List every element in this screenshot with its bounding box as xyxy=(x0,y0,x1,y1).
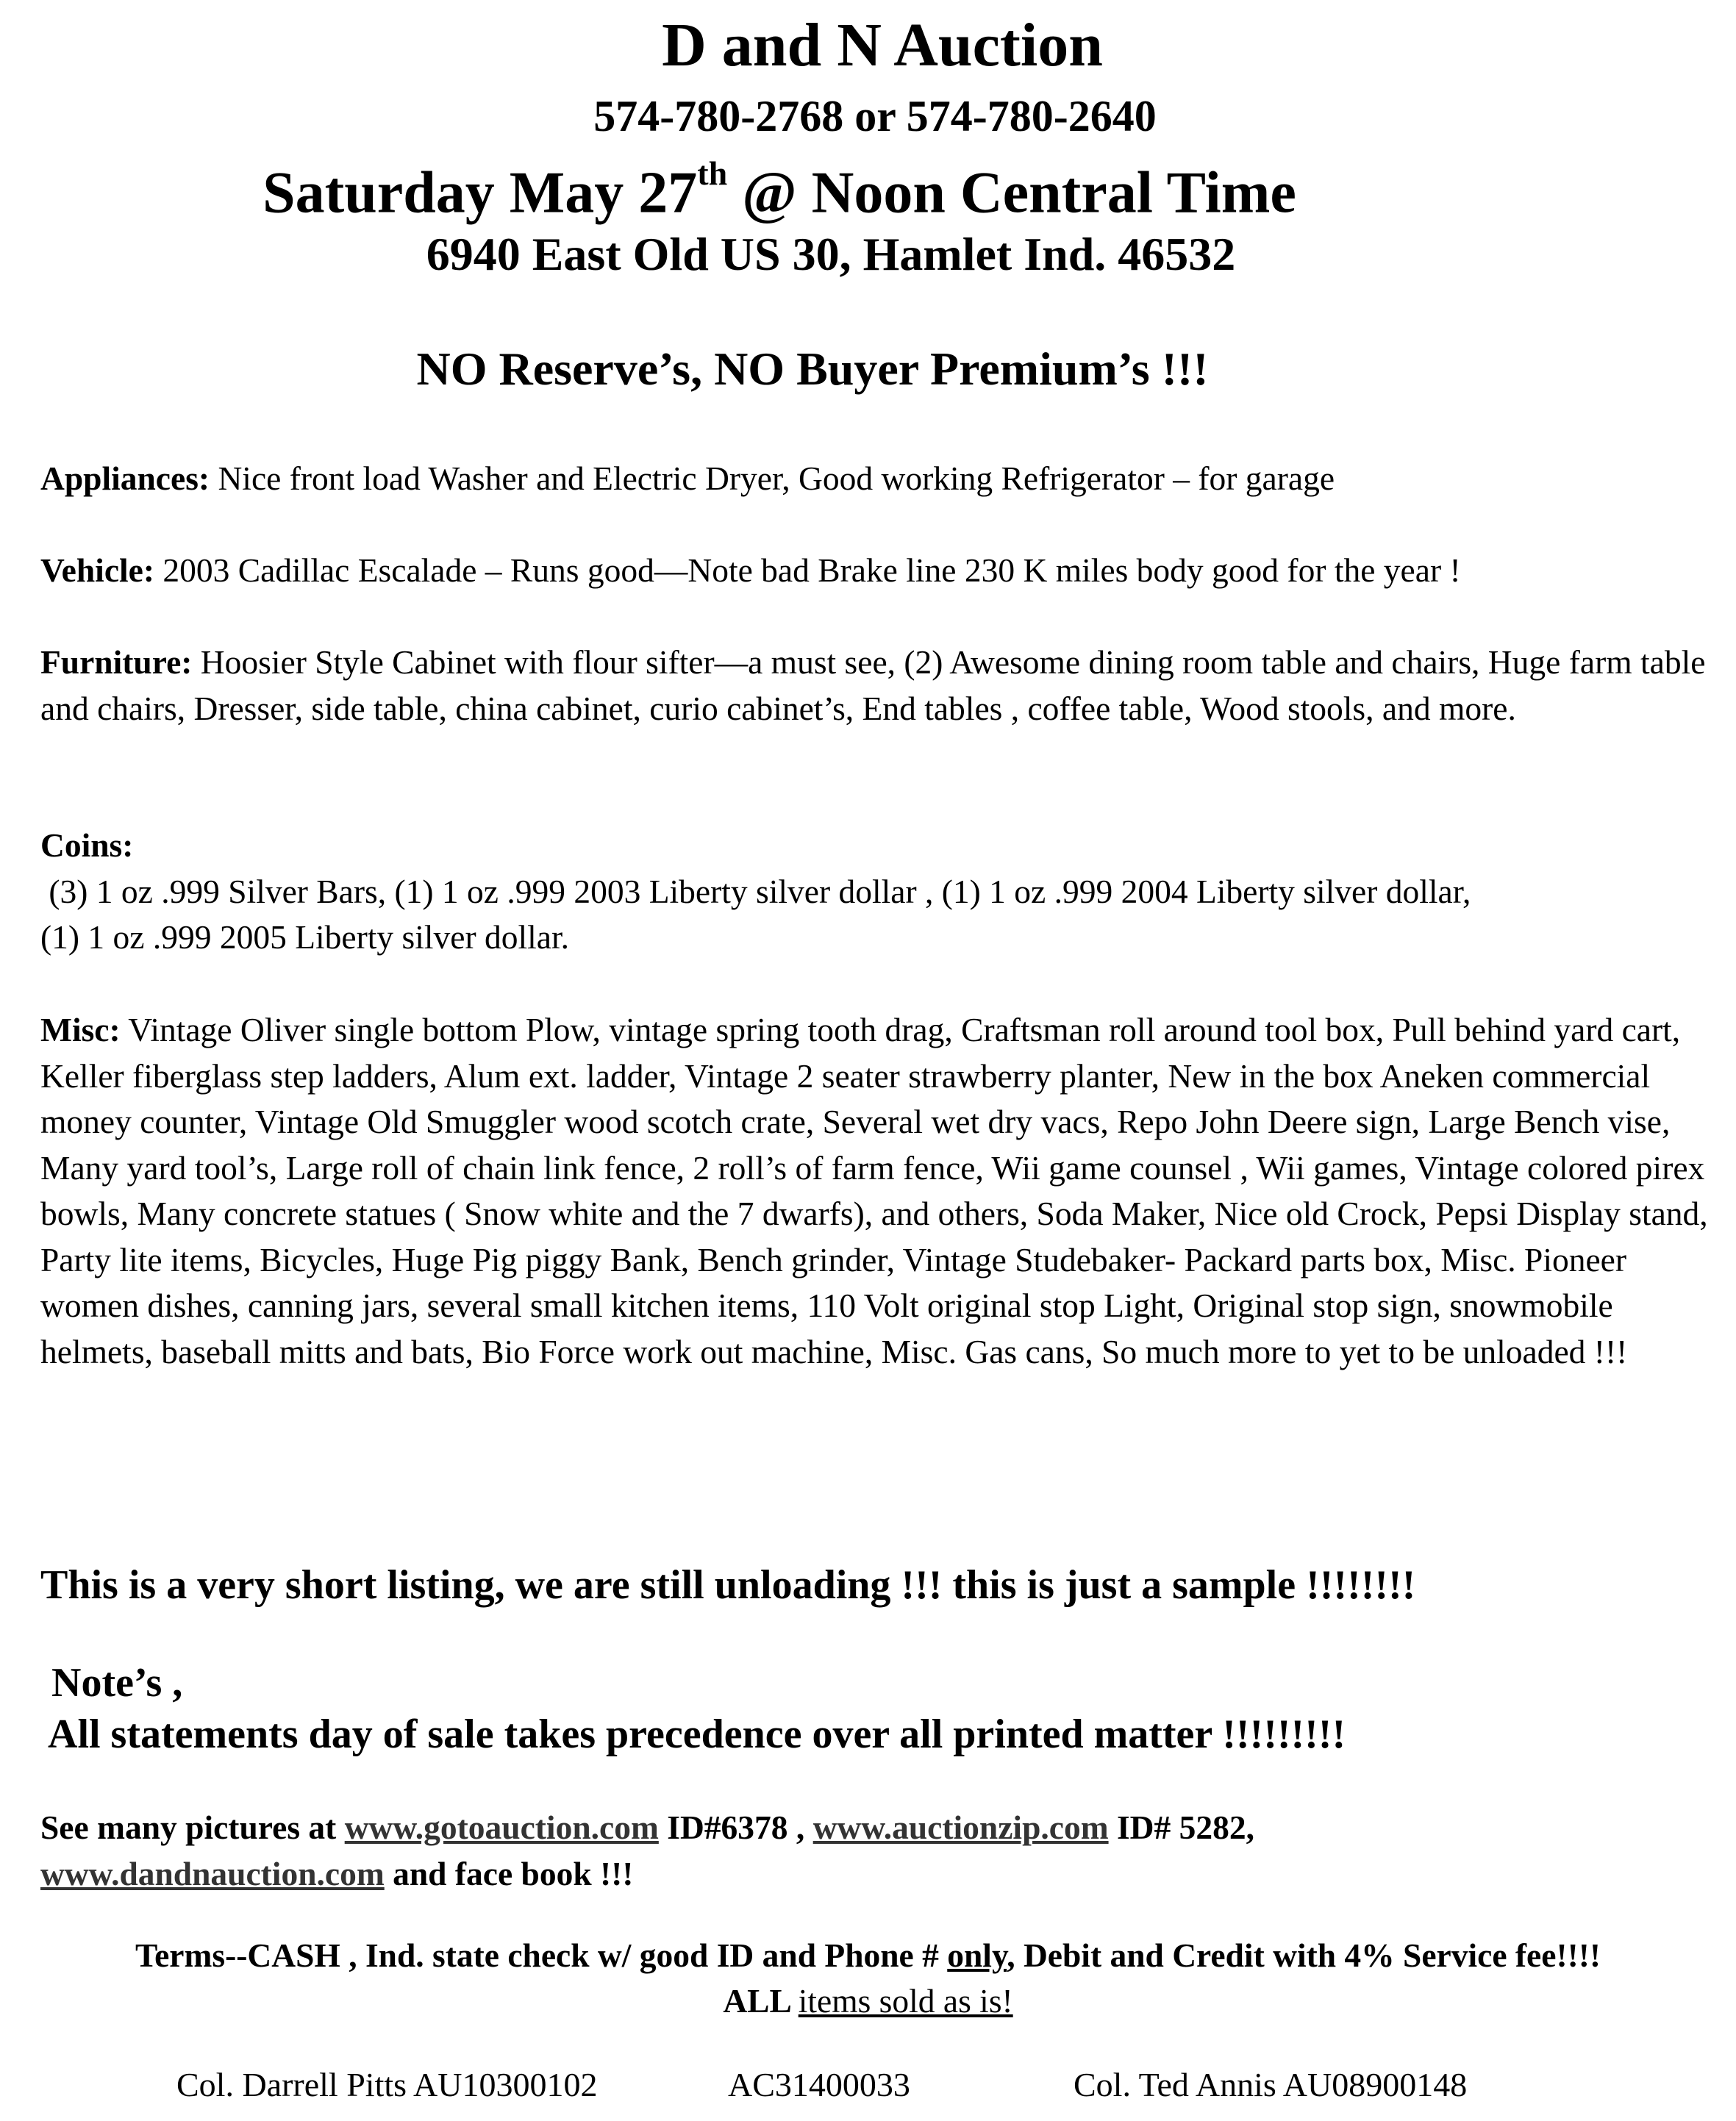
misc-section xyxy=(40,1007,1717,1375)
pictures-info xyxy=(40,1805,1732,1897)
auctionzip-link[interactable]: www.auctionzip.com xyxy=(812,1809,1109,1846)
gotoauction-id: ID#6378 , xyxy=(658,1809,813,1846)
terms-part-1: Terms--CASH , Ind. state check w/ good ID and Phone # xyxy=(135,1936,948,1974)
auctioneer-2: Col. Ted Annis AU08900148 xyxy=(1074,2066,1468,2103)
dandnauction-link[interactable]: www.dandnauction.com xyxy=(40,1854,385,1892)
terms-as-is: items sold as is! xyxy=(798,1982,1013,2020)
coins-line-1: (3) 1 oz .999 Silver Bars, (1) 1 oz .999 2003 Liberty silver dollar , (1) 1 oz .999 2004 Liberty silver dollar, xyxy=(40,872,1471,910)
notes-text: All statements day of sale takes precedence over all printed matter !!!!!!!!! xyxy=(48,1712,1346,1757)
appliances-label: Appliances: xyxy=(40,459,210,497)
appliances-text: Nice front load Washer and Electric Dryer, Good working Refrigerator – for garage xyxy=(210,459,1335,497)
furniture-label: Furniture: xyxy=(40,643,193,681)
vehicle-section xyxy=(40,548,1717,594)
terms-only: only xyxy=(947,1936,1007,1974)
auctionzip-id: ID# 5282, xyxy=(1108,1809,1255,1846)
vehicle-text: 2003 Cadillac Escalade – Runs good—Note bad Brake line 230 K miles body good for the year ! xyxy=(154,551,1461,589)
coins-label: Coins: xyxy=(40,826,134,864)
pictures-suffix: and face book !!! xyxy=(384,1854,634,1892)
coins-section xyxy=(40,823,1717,961)
date-prefix: Saturday May 27 xyxy=(262,160,698,226)
vehicle-label: Vehicle: xyxy=(40,551,155,589)
gotoauction-link[interactable]: www.gotoauction.com xyxy=(344,1809,659,1846)
date-ordinal: th xyxy=(697,154,728,192)
terms-all: ALL xyxy=(723,1982,790,2020)
auctioneer-1: Col. Darrell Pitts AU10300102 xyxy=(176,2066,598,2103)
terms-line-2 xyxy=(0,1978,1736,2024)
furniture-text: Hoosier Style Cabinet with flour sifter—a must see, (2) Awesome dining room table and chairs, Huge farm table and chairs, Dresser, side table, china cabinet, curio cabinet’s, End tables , coffee table, Wood stools, and more. xyxy=(40,643,1706,727)
page-title: D and N Auction xyxy=(662,11,1103,79)
phone-numbers: 574-780-2768 or 574-780-2640 xyxy=(593,92,1157,140)
appliances-section xyxy=(40,456,1717,502)
no-reserve-notice: NO Reserve’s, NO Buyer Premium’s !!! xyxy=(416,343,1209,395)
terms-line-1 xyxy=(0,1933,1736,1978)
auction-date xyxy=(0,141,1559,233)
terms-part-2: , Debit and Credit with 4% Service fee!!!! xyxy=(1007,1936,1601,1974)
misc-text: Vintage Oliver single bottom Plow, vintage spring tooth drag, Craftsman roll around tool box, Pull behind yard cart, Keller fiberglass step ladders, Alum ext. ladder, Vintage 2 seater strawberry planter, New in the box Aneken commercial money counter, Vintage Old Smuggler wood scotch crate, Several wet dry vacs, Repo John Deere sign, Large Bench vise, Many yard tool’s, Large roll of chain link fence, 2 roll’s of farm fence, Wii game counsel , Wii games, Vintage colored pirex bowls, Many concrete statues ( Snow white and the 7 dwarfs), and others, Soda Maker, Nice old Crock, Pepsi Display stand, Party lite items, Bicycles, Huge Pig piggy Bank, Bench grinder, Vintage Studebaker- Packard parts box, Misc. Pioneer women dishes, canning jars, several small kitchen items, 110 Volt original stop Light, Original stop sign, snowmobile helmets, baseball mitts and bats, Bio Force work out machine, Misc. Gas cans, So much more to yet to be unloaded !!! xyxy=(40,1011,1708,1370)
misc-label: Misc: xyxy=(40,1011,121,1048)
coins-line-2: (1) 1 oz .999 2005 Liberty silver dollar. xyxy=(40,918,570,956)
pictures-prefix: See many pictures at xyxy=(40,1809,345,1846)
furniture-section xyxy=(40,640,1717,732)
terms-section xyxy=(0,1933,1736,2024)
license-number: AC31400033 xyxy=(728,2066,910,2103)
short-listing-notice: This is a very short listing, we are still unloading !!! this is just a sample !!!!!!!! xyxy=(40,1562,1416,1608)
date-suffix: @ Noon Central Time xyxy=(727,160,1296,226)
auction-address: 6940 East Old US 30, Hamlet Ind. 46532 xyxy=(426,228,1236,280)
notes-heading: Note’s , xyxy=(51,1660,183,1706)
